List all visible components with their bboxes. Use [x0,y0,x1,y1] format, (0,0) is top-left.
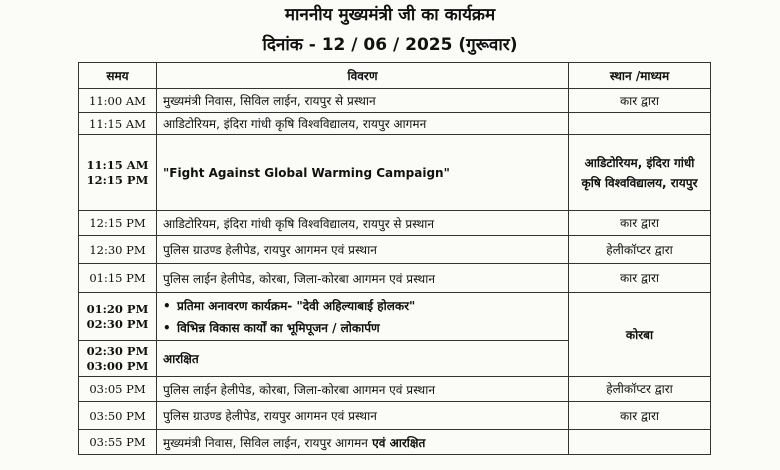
date-subtitle: दिनांक - 12 / 06 / 2025 (गुरूवार) [262,35,518,55]
schedule-table [78,62,711,455]
table-row [79,264,711,293]
table-row [79,430,711,455]
bullet-item: • प्रतिमा अनावरण कार्यक्रम- "देवी अहिल्याबाई होलकर" [163,295,562,317]
row-description: पुलिस ग्राउण्ड हेलीपेड, रायपुर आगमन एवं प्रस्थान [157,236,569,264]
row-time: 03:55 PM [79,430,157,455]
table-row [79,236,711,264]
row-time: 12:30 PM [79,236,157,264]
table-row [79,135,711,211]
time-to: 03:00 PM [86,358,149,373]
row-time: 03:05 PM [79,377,157,402]
table-header-row [79,63,711,89]
table-row [79,211,711,236]
row-time [79,135,157,211]
row-description [157,293,569,341]
description-text: मुख्यमंत्री निवास, सिविल लाईन, रायपुर आगमन [163,435,368,450]
row-time [79,293,157,341]
bullet-item: • विभिन्न विकास कार्यों का भूमिपूजन / लोकार्पण [163,317,562,339]
table-row [79,89,711,113]
row-description: आडिटोरियम, इंदिरा गांधी कृषि विश्वविद्यालय, रायपुर से प्रस्थान [157,211,569,236]
row-place: हेलीकॉप्टर द्वारा [569,236,711,264]
row-place: कार द्वारा [569,402,711,430]
row-description: पुलिस ग्राउण्ड हेलीपेड, रायपुर आगमन एवं प्रस्थान [157,402,569,430]
table-row [79,377,711,402]
table-row [79,113,711,135]
row-time: 11:00 AM [79,89,157,113]
row-description: मुख्यमंत्री निवास, सिविल लाईन, रायपुर से प्रस्थान [157,89,569,113]
header-place: स्थान /माध्यम [569,63,711,89]
row-place: कार द्वारा [569,89,711,113]
row-description: आरक्षित [157,341,569,377]
time-from: 11:15 AM [86,157,149,172]
row-place: आडिटोरियम, इंदिरा गांधी कृषि विश्वविद्यालय, रायपुर [569,135,711,211]
row-time: 12:15 PM [79,211,157,236]
row-time [79,341,157,377]
header-description: विवरण [157,63,569,89]
table-row [79,402,711,430]
time-from: 02:30 PM [86,343,149,358]
row-place: कार द्वारा [569,264,711,293]
row-time: 03:50 PM [79,402,157,430]
row-description [157,430,569,455]
header-time: समय [79,63,157,89]
row-place: कोरबा [569,293,711,377]
page-title: माननीय मुख्यमंत्री जी का कार्यक्रम [284,5,496,25]
time-to: 02:30 PM [86,316,149,331]
time-from: 01:20 PM [86,301,149,316]
row-place [569,430,711,455]
time-to: 12:15 PM [86,172,149,187]
row-place: कार द्वारा [569,211,711,236]
row-time: 01:15 PM [79,264,157,293]
row-place [569,113,711,135]
table-row [79,293,711,341]
row-description: पुलिस लाईन हेलीपेड, कोरबा, जिला-कोरबा आगमन एवं प्रस्थान [157,377,569,402]
description-bold-text: एवं आरक्षित [367,435,426,450]
row-description: पुलिस लाईन हेलीपेड, कोरबा, जिला-कोरबा आगमन एवं प्रस्थान [157,264,569,293]
row-place: हेलीकॉप्टर द्वारा [569,377,711,402]
row-description: आडिटोरियम, इंदिरा गांधी कृषि विश्वविद्यालय, रायपुर आगमन [157,113,569,135]
row-time: 11:15 AM [79,113,157,135]
row-description: "Fight Against Global Warming Campaign" [157,135,569,211]
